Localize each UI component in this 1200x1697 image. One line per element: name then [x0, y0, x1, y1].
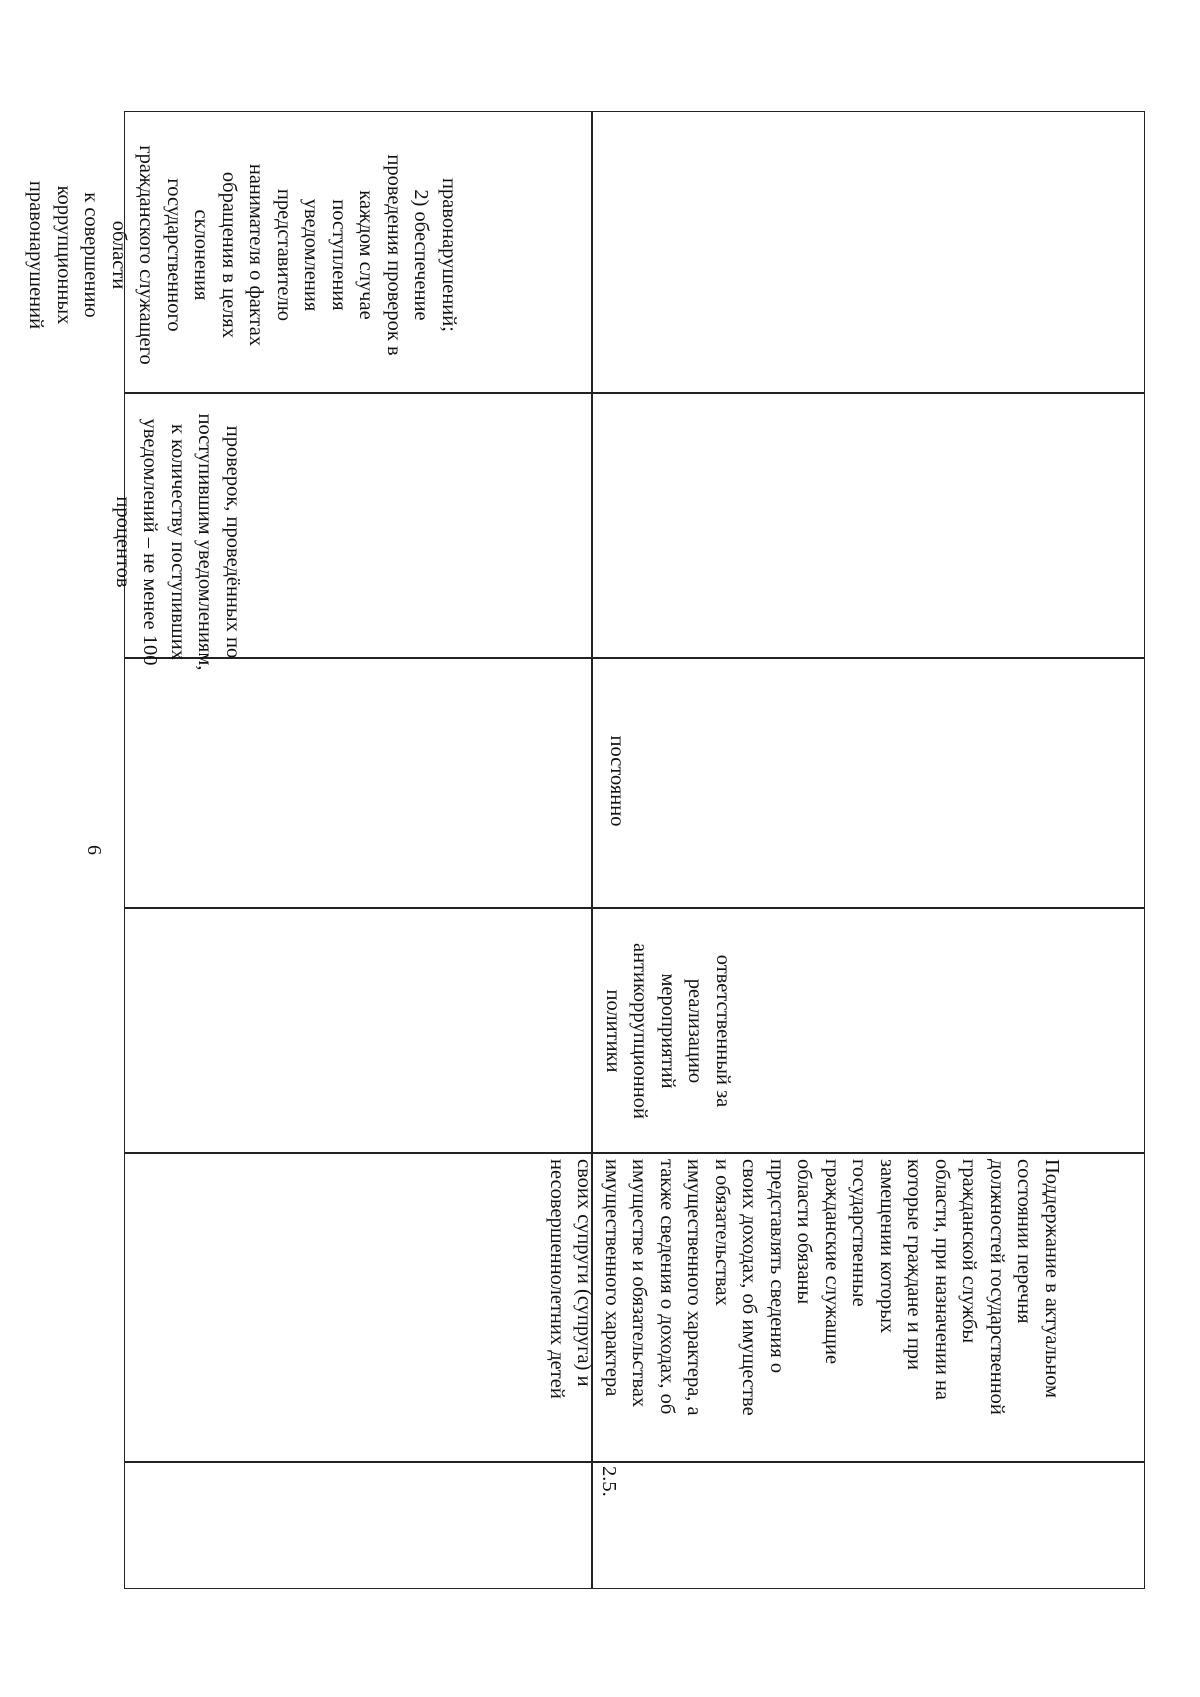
responsible-cell-text: ответственный за реализацию мероприятий антикоррупционной политики — [602, 943, 734, 1119]
cell-border-activity — [125, 1152, 1144, 1154]
activity-cell-text: Поддержание в актуальном состоянии перечня должностей государственной гражданской службы области, при назначении на которые граждане и при замещении которых государственные гражданские служащие области обязаны представлять сведения о своих доходах, об имуществе и обязательствах имущественного характера, а также сведения о доходах, об имуществе и обязательствах имущественного характера своих супруги (супруга) и несовершеннолетних детей — [546, 1159, 1063, 1416]
expected-result-cell-text: правонарушений; 2) обеспечение проведения проверок в каждом случае поступления уведомления представителю нанимателя о фактах обращения в целях склонения государственного гражданского служащего области к совершению коррупционных правонарушений — [25, 145, 460, 365]
page-number-text: 6 — [83, 845, 105, 855]
deadline-cell-text: постоянно — [606, 735, 628, 827]
cell-border-deadline — [125, 657, 1144, 659]
criteria-cell-text: проверок, проведённых по поступившим уведомлениям, к количеству поступивших уведомлений – не менее 100 процентов — [112, 413, 244, 671]
row-number-cell-text: 2.5. — [598, 1466, 620, 1497]
cell-border-responsible — [125, 907, 1144, 909]
